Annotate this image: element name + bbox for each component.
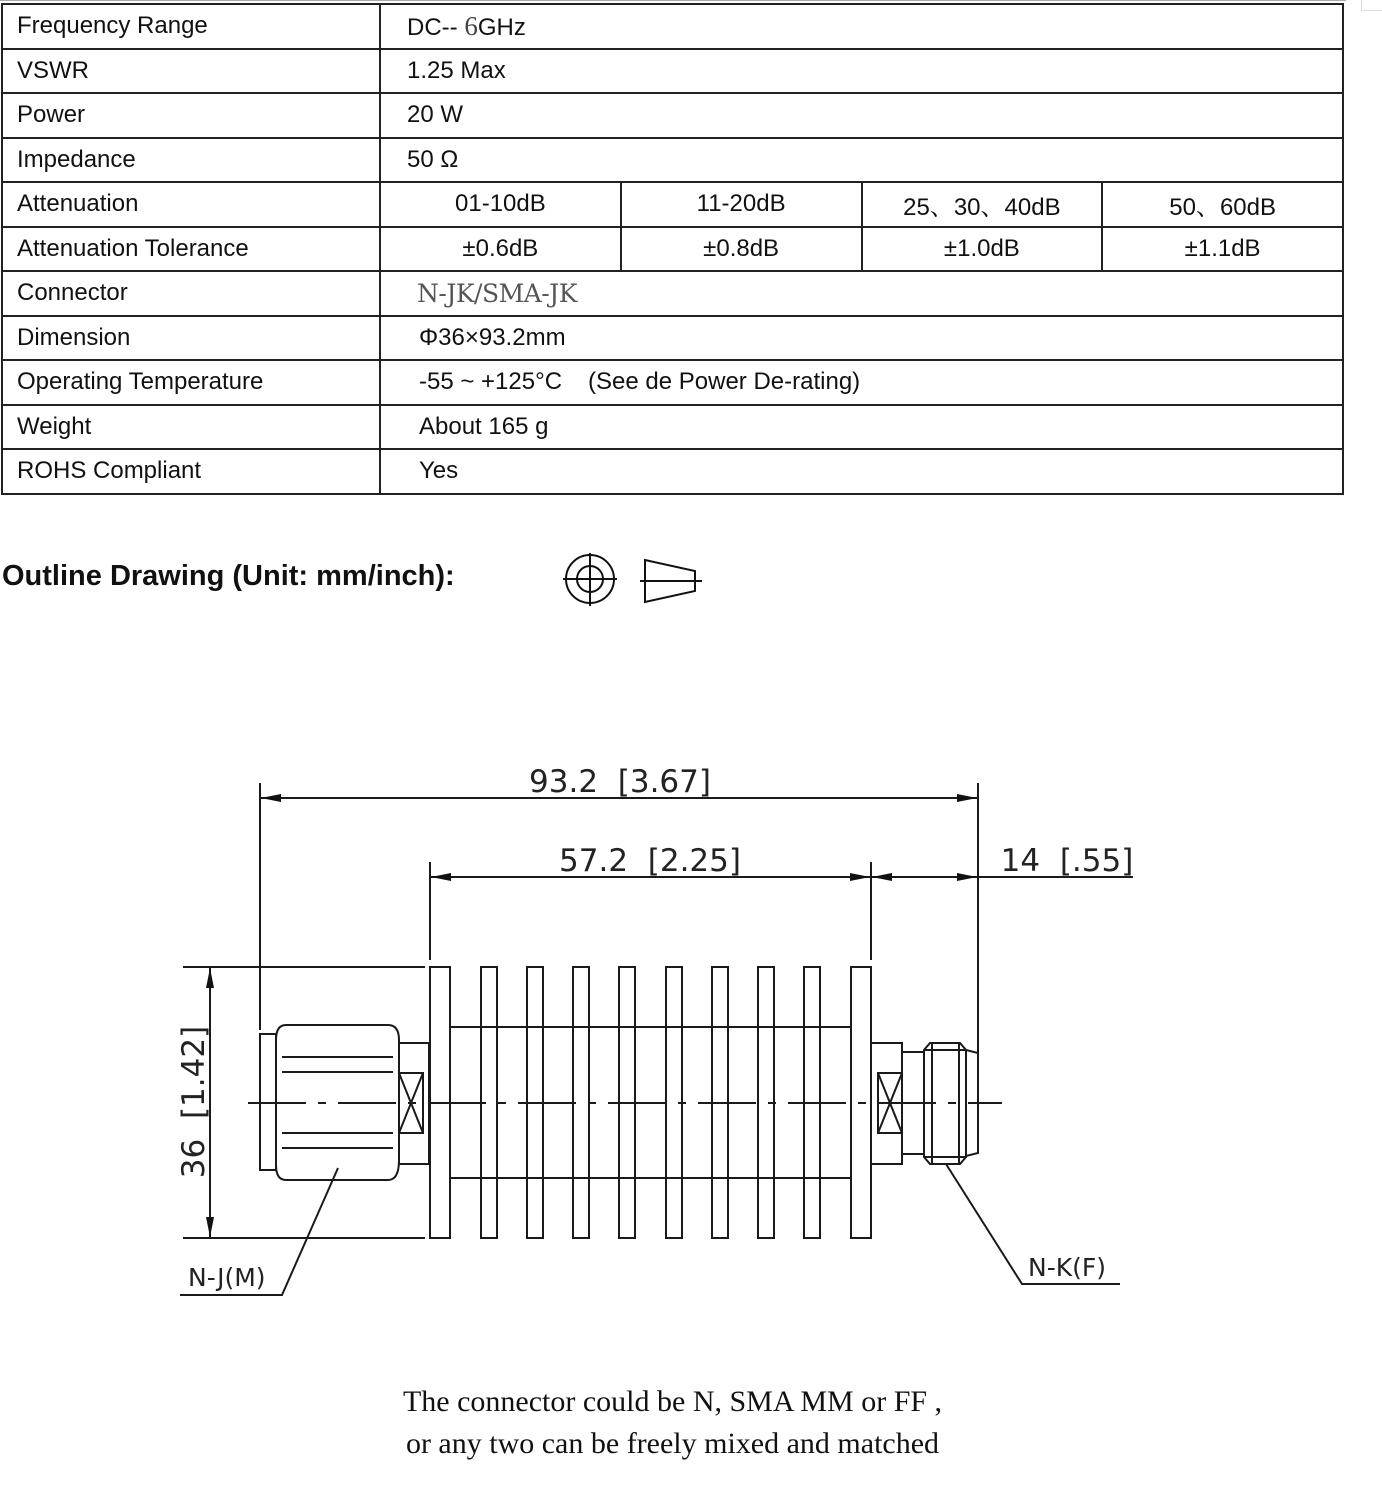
spec-value: Φ36×93.2mm [380,316,1343,361]
left-connector-label: N-J(M) [188,1263,266,1292]
spec-label: Dimension [2,316,380,361]
attenuation-value: 25、30、40dB [862,182,1103,227]
spec-value: 20 W [380,93,1343,138]
first-angle-projection-cone-icon [640,560,702,602]
attenuation-value: 50、60dB [1102,182,1343,227]
freq-prefix: DC-- [407,13,465,41]
spec-row-power [2,93,1343,138]
spec-row-attenuation [2,182,1343,227]
freq-unit: GHz [477,13,526,41]
spec-label: ROHS Compliant [2,449,380,494]
spec-row-impedance [2,138,1343,183]
spec-value: 1.25 Max [380,49,1343,94]
dimension-overall-label: 93.2 [3.67] [529,764,711,800]
temp-range: -55 ~ +125°C [419,368,563,396]
spec-value: N-JK/SMA-JK [380,271,1343,316]
right-connector-label: N-K(F) [1028,1253,1107,1282]
spec-value: About 165 g [380,405,1343,450]
spec-row-weight [2,405,1343,450]
spec-label: Frequency Range [2,4,380,49]
spec-label: VSWR [2,49,380,94]
spec-row-attenuation-tolerance [2,227,1343,272]
first-angle-projection-circle-icon [563,553,617,606]
spec-label: Connector [2,271,380,316]
caption-line-1: The connector could be N, SMA MM or FF , [402,1385,943,1418]
spec-label: Power [2,93,380,138]
spec-label: Attenuation [2,182,380,227]
spec-value: 50 Ω [380,138,1343,183]
caption-line-2: or any two can be freely mixed and matched [405,1427,940,1460]
spec-label: Impedance [2,138,380,183]
spec-label: Operating Temperature [2,360,380,405]
spec-row-vswr [2,49,1343,94]
corner-artifact [1361,0,1382,11]
attenuation-value: 11-20dB [621,182,862,227]
spec-value [380,4,1343,49]
projection-symbols [560,550,710,610]
tolerance-value: ±0.6dB [380,227,621,272]
spec-row-temperature [2,360,1343,405]
tolerance-value: ±1.0dB [862,227,1103,272]
dimension-body-label: 57.2 [2.25] [559,843,741,879]
spec-row-dimension [2,316,1343,361]
temp-note: (See de Power De-rating) [588,368,861,396]
spec-row-frequency [2,4,1343,49]
outline-drawing [0,740,1382,1360]
spec-table [1,3,1344,495]
spec-row-connector [2,271,1343,316]
spec-value [380,360,1343,405]
spec-row-rohs [2,449,1343,494]
spec-label: Weight [2,405,380,450]
outline-heading: Outline Drawing (Unit: mm/inch): [2,560,455,592]
dimension-diameter-label: 36 [1.42] [176,1025,212,1179]
spec-value: Yes [380,449,1343,494]
spec-label: Attenuation Tolerance [2,227,380,272]
tolerance-value: ±1.1dB [1102,227,1343,272]
tolerance-value: ±0.8dB [621,227,862,272]
freq-number: 6 [464,10,478,41]
dimension-connector-label: 14 [.55] [1000,843,1134,879]
attenuation-value: 01-10dB [380,182,621,227]
